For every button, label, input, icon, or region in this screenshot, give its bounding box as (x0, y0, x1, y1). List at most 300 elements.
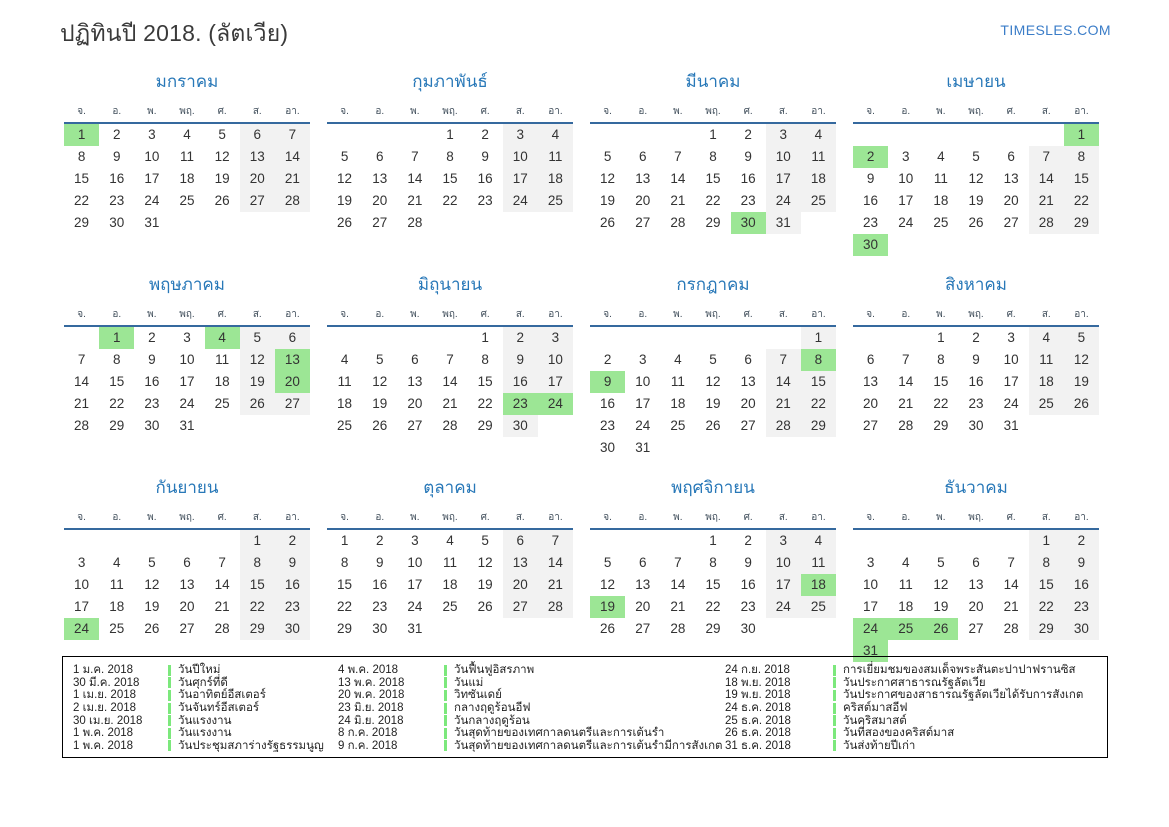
months-grid (0, 66, 1169, 662)
legend-holiday-name: วันจันทร์อีสเตอร์ (178, 702, 260, 715)
day-cell: 29 (801, 415, 836, 437)
header-bar (0, 0, 1169, 52)
holiday-marker-bar (833, 703, 836, 714)
day-cell: 18 (538, 168, 573, 190)
weekday-label: พฤ. (705, 106, 721, 117)
day-cell: 23 (600, 418, 616, 433)
day-cell: 17 (1003, 374, 1019, 389)
day-cell: 19 (933, 599, 949, 614)
day-cell: 19 (705, 396, 721, 411)
weekday-label: ส. (515, 512, 525, 523)
day-cell: 12 (240, 349, 275, 371)
day-cell: 21 (538, 574, 573, 596)
day-cell: 9 (148, 352, 156, 367)
holiday-day-cell: 30 (853, 234, 888, 256)
empty-day-cell (801, 212, 836, 234)
holiday-day-cell: 1 (99, 327, 134, 349)
weekday-label: อ. (901, 309, 911, 320)
day-cell: 13 (635, 577, 651, 592)
day-cell: 14 (538, 552, 573, 574)
legend-date: 8 ก.ค. 2018 (338, 727, 398, 740)
month-11 (590, 472, 836, 662)
weekday-label: ศ. (1006, 309, 1016, 320)
month-9 (64, 472, 310, 662)
legend-date: 19 พ.ย. 2018 (725, 689, 791, 702)
day-cell: 4 (446, 533, 454, 548)
legend-holiday-name: วันสุดท้ายของเทศกาลดนตรีและการเต้นรำ (454, 727, 665, 740)
day-cell: 6 (1007, 149, 1015, 164)
day-cell: 7 (901, 352, 910, 367)
weekday-label: พ. (147, 512, 157, 523)
legend-date: 24 ก.ย. 2018 (725, 664, 790, 677)
day-cell: 6 (744, 352, 752, 367)
day-cell: 29 (337, 621, 353, 636)
empty-day-cell (134, 530, 169, 552)
empty-day-cell (432, 327, 467, 349)
weekday-label: พฤ. (705, 309, 721, 320)
day-cell: 3 (77, 555, 86, 570)
day-cell: 6 (240, 124, 275, 146)
legend-holiday-name: วันส่งท้ายปีเก่า (843, 739, 916, 752)
day-cell: 4 (937, 149, 945, 164)
empty-day-cell (801, 618, 836, 640)
weekday-header-row (853, 510, 1099, 530)
day-cell: 27 (407, 418, 423, 433)
day-cell: 24 (766, 190, 801, 212)
day-cell: 8 (709, 149, 717, 164)
day-cell: 1 (1029, 530, 1064, 552)
weekday-header-row (590, 510, 836, 530)
empty-day-cell (397, 327, 432, 349)
empty-day-cell (397, 124, 432, 146)
day-cell: 21 (670, 193, 686, 208)
legend-date: 26 ธ.ค. 2018 (725, 727, 791, 740)
day-cell: 9 (866, 171, 875, 186)
day-cell: 4 (801, 124, 836, 146)
legend-column-2 (338, 664, 725, 757)
day-cell: 24 (635, 418, 651, 433)
day-cell: 13 (372, 171, 388, 186)
weekday-label: พ. (410, 309, 420, 320)
day-cell: 14 (1029, 168, 1064, 190)
day-cell: 2 (112, 127, 121, 142)
empty-day-cell (888, 234, 923, 256)
day-cell: 21 (766, 393, 801, 415)
weekday-label: อ. (901, 106, 911, 117)
day-cell: 11 (109, 577, 124, 592)
day-cell: 24 (144, 193, 160, 208)
weekday-label: พฤ. (705, 512, 721, 523)
day-cell: 17 (74, 599, 90, 614)
day-cell: 25 (933, 215, 949, 230)
day-cell: 3 (503, 124, 538, 146)
day-cell: 18 (898, 599, 914, 614)
day-cell: 11 (670, 374, 685, 389)
day-cell: 16 (600, 396, 616, 411)
empty-day-cell (766, 327, 801, 349)
legend-holiday-name: วันสุดท้ายของเทศกาลดนตรีและการเต้นรำมีการสังเกต (454, 739, 723, 752)
day-cell: 10 (407, 555, 423, 570)
legend-date: 1 พ.ค. 2018 (73, 727, 134, 740)
day-cell: 3 (411, 533, 419, 548)
day-cell: 14 (670, 171, 686, 186)
empty-day-cell (205, 415, 240, 437)
weekday-header-row (853, 104, 1099, 124)
day-cell: 21 (442, 396, 458, 411)
empty-day-cell (590, 124, 625, 146)
empty-day-cell (432, 618, 467, 640)
day-cell: 5 (603, 555, 612, 570)
weekday-header-row (64, 307, 310, 327)
weekday-label: ส. (778, 106, 788, 117)
empty-day-cell (590, 327, 625, 349)
empty-day-cell (660, 327, 695, 349)
day-cell: 16 (740, 171, 756, 186)
day-cell: 24 (898, 215, 914, 230)
weekday-label: ศ. (1006, 106, 1016, 117)
weekday-label: จ. (340, 512, 349, 523)
day-cell: 14 (214, 577, 230, 592)
day-cell: 10 (766, 552, 801, 574)
empty-day-cell (994, 530, 1029, 552)
day-cell: 16 (372, 577, 388, 592)
empty-day-cell (538, 618, 573, 640)
empty-day-cell (538, 415, 573, 437)
weekday-header-row (64, 104, 310, 124)
day-cell: 11 (179, 149, 194, 164)
day-cell: 28 (74, 418, 90, 433)
empty-day-cell (503, 212, 538, 234)
day-cell: 28 (670, 215, 686, 230)
empty-day-cell (994, 234, 1029, 256)
empty-day-cell (766, 437, 801, 459)
weekday-label: ศ. (743, 512, 753, 523)
day-cell: 23 (477, 193, 493, 208)
holiday-marker-bar (833, 715, 836, 726)
day-cell: 16 (144, 374, 160, 389)
legend-date: 1 ม.ค. 2018 (73, 664, 134, 677)
day-cell: 26 (337, 215, 353, 230)
weekday-label: อา. (548, 106, 563, 117)
day-cell: 29 (705, 621, 721, 636)
day-cell: 27 (372, 215, 388, 230)
day-cell: 6 (411, 352, 419, 367)
weekday-label: พฤ. (179, 512, 195, 523)
day-cell: 28 (214, 621, 230, 636)
weekday-label: อ. (375, 512, 385, 523)
weekday-header-row (327, 307, 573, 327)
weekday-label: พ. (410, 106, 420, 117)
days-grid (64, 327, 310, 437)
day-cell: 15 (933, 374, 949, 389)
weekday-label: ศ. (217, 106, 227, 117)
weekday-label: ส. (1041, 309, 1051, 320)
day-cell: 29 (1029, 618, 1064, 640)
day-cell: 9 (481, 149, 489, 164)
day-cell: 30 (968, 418, 984, 433)
legend-date: 30 เม.ย. 2018 (73, 714, 143, 727)
holiday-day-cell: 9 (590, 371, 625, 393)
day-cell: 21 (214, 599, 230, 614)
weekday-label: พ. (147, 309, 157, 320)
day-cell: 28 (407, 215, 423, 230)
day-cell: 5 (937, 555, 945, 570)
weekday-label: อ. (375, 106, 385, 117)
day-cell: 26 (144, 621, 160, 636)
empty-day-cell (660, 437, 695, 459)
day-cell: 23 (740, 193, 756, 208)
days-grid (590, 124, 836, 234)
weekday-label: พฤ. (442, 106, 458, 117)
day-cell: 15 (801, 371, 836, 393)
day-cell: 3 (766, 124, 801, 146)
day-cell: 7 (1029, 146, 1064, 168)
holiday-day-cell: 1 (1064, 124, 1099, 146)
weekday-label: ศ. (217, 309, 227, 320)
day-cell: 7 (674, 149, 682, 164)
day-cell: 9 (112, 149, 121, 164)
day-cell: 13 (407, 374, 423, 389)
empty-day-cell (853, 530, 888, 552)
weekday-label: จ. (603, 512, 612, 523)
day-cell: 3 (538, 327, 573, 349)
day-cell: 13 (179, 577, 195, 592)
day-cell: 10 (766, 146, 801, 168)
empty-day-cell (1029, 124, 1064, 146)
legend-date: 25 ธ.ค. 2018 (725, 714, 791, 727)
day-cell: 27 (1003, 215, 1019, 230)
day-cell: 30 (503, 415, 538, 437)
holiday-day-cell: 23 (503, 393, 538, 415)
empty-day-cell (853, 327, 888, 349)
weekday-label: ส. (778, 309, 788, 320)
day-cell: 28 (766, 415, 801, 437)
day-cell: 22 (477, 396, 493, 411)
day-cell: 4 (538, 124, 573, 146)
month-title: ธันวาคม (944, 478, 1008, 497)
day-cell: 17 (144, 171, 160, 186)
day-cell: 30 (109, 215, 125, 230)
weekday-label: อา. (811, 106, 826, 117)
day-cell: 17 (538, 371, 573, 393)
day-cell: 10 (898, 171, 914, 186)
day-cell: 11 (1029, 349, 1064, 371)
day-cell: 16 (477, 171, 493, 186)
day-cell: 11 (933, 171, 948, 186)
empty-day-cell (169, 212, 204, 234)
day-cell: 14 (670, 577, 686, 592)
day-cell: 29 (1064, 212, 1099, 234)
empty-day-cell (590, 530, 625, 552)
holiday-marker-bar (168, 703, 171, 714)
day-cell: 5 (218, 127, 226, 142)
day-cell: 8 (1064, 146, 1099, 168)
month-12 (853, 472, 1099, 662)
empty-day-cell (275, 415, 310, 437)
holiday-marker-bar (833, 740, 836, 751)
month-title: มิถุนายน (417, 275, 483, 294)
day-cell: 27 (740, 418, 756, 433)
holiday-day-cell: 8 (801, 349, 836, 371)
day-cell: 5 (1064, 327, 1099, 349)
day-cell: 4 (1029, 327, 1064, 349)
day-cell: 24 (407, 599, 423, 614)
empty-day-cell (625, 124, 660, 146)
day-cell: 25 (801, 190, 836, 212)
empty-day-cell (958, 234, 993, 256)
day-cell: 3 (148, 127, 156, 142)
weekday-header-row (590, 307, 836, 327)
weekday-label: อา. (285, 309, 300, 320)
day-cell: 23 (109, 193, 125, 208)
holiday-day-cell: 1 (64, 124, 99, 146)
weekday-label: พ. (147, 106, 157, 117)
day-cell: 1 (937, 330, 945, 345)
day-cell: 13 (240, 146, 275, 168)
day-cell: 2 (481, 127, 489, 142)
legend-holiday-name: วันที่สองของคริสต์มาส (843, 727, 955, 740)
day-cell: 22 (109, 396, 125, 411)
holiday-day-cell: 19 (590, 596, 625, 618)
day-cell: 2 (275, 530, 310, 552)
day-cell: 14 (1003, 577, 1019, 592)
empty-day-cell (660, 530, 695, 552)
day-cell: 2 (603, 352, 612, 367)
day-cell: 15 (74, 171, 90, 186)
day-cell: 12 (337, 171, 353, 186)
holiday-day-cell: 24 (853, 618, 888, 640)
weekday-label: พ. (673, 309, 683, 320)
empty-day-cell (801, 437, 836, 459)
day-cell: 18 (337, 396, 353, 411)
empty-day-cell (362, 327, 397, 349)
holiday-marker-bar (444, 740, 447, 751)
weekday-header-row (327, 510, 573, 530)
page-title: ปฏิทินปี 2018. (ลัตเวีย) (60, 20, 289, 46)
holiday-day-cell: 26 (923, 618, 958, 640)
empty-day-cell (205, 530, 240, 552)
month-title: ตุลาคม (423, 478, 477, 497)
weekday-label: อ. (638, 512, 648, 523)
empty-day-cell (731, 437, 766, 459)
day-cell: 9 (275, 552, 310, 574)
day-cell: 31 (179, 418, 195, 433)
site-logo-link[interactable]: TIMESLES.COM (1000, 22, 1111, 38)
weekday-header-row (64, 510, 310, 530)
day-cell: 23 (1064, 596, 1099, 618)
day-cell: 2 (503, 327, 538, 349)
day-cell: 1 (340, 533, 349, 548)
weekday-label: ศ. (217, 512, 227, 523)
weekday-label: อ. (112, 512, 122, 523)
holiday-day-cell: 25 (888, 618, 923, 640)
day-cell: 9 (1064, 552, 1099, 574)
legend-item (725, 740, 1107, 753)
day-cell: 30 (144, 418, 160, 433)
holiday-marker-bar (168, 740, 171, 751)
day-cell: 9 (744, 555, 752, 570)
holiday-day-cell: 20 (275, 371, 310, 393)
day-cell: 15 (1064, 168, 1099, 190)
legend-holiday-name: กลางฤดูร้อนอีฟ (454, 702, 531, 715)
day-cell: 2 (1064, 530, 1099, 552)
day-cell: 19 (337, 193, 353, 208)
legend-date: 24 ธ.ค. 2018 (725, 702, 791, 715)
month-7 (590, 269, 836, 459)
holiday-day-cell: 13 (275, 349, 310, 371)
empty-day-cell (731, 327, 766, 349)
weekday-label: พ. (936, 512, 946, 523)
day-cell: 26 (705, 418, 721, 433)
day-cell: 19 (240, 371, 275, 393)
legend-date: 23 มิ.ย. 2018 (338, 702, 404, 715)
day-cell: 23 (372, 599, 388, 614)
day-cell: 18 (179, 171, 195, 186)
day-cell: 20 (407, 396, 423, 411)
day-cell: 4 (340, 352, 349, 367)
holiday-day-cell: 30 (731, 212, 766, 234)
day-cell: 20 (179, 599, 195, 614)
day-cell: 4 (801, 530, 836, 552)
legend-date: 9 ก.ค. 2018 (338, 739, 398, 752)
legend-holiday-name: วันแรงงาน (178, 727, 232, 740)
empty-day-cell (888, 124, 923, 146)
empty-day-cell (923, 234, 958, 256)
empty-day-cell (695, 327, 730, 349)
weekday-label: ส. (1041, 106, 1051, 117)
day-cell: 9 (375, 555, 384, 570)
empty-day-cell (923, 124, 958, 146)
day-cell: 27 (503, 596, 538, 618)
day-cell: 6 (638, 555, 647, 570)
weekday-label: อ. (638, 106, 648, 117)
day-cell: 23 (144, 396, 160, 411)
day-cell: 8 (240, 552, 275, 574)
day-cell: 20 (635, 193, 651, 208)
day-cell: 26 (1064, 393, 1099, 415)
day-cell: 23 (968, 396, 984, 411)
weekday-label: จ. (77, 106, 86, 117)
empty-day-cell (853, 124, 888, 146)
day-cell: 23 (863, 215, 879, 230)
weekday-label: พฤ. (179, 106, 195, 117)
weekday-label: ส. (515, 106, 525, 117)
weekday-label: จ. (866, 106, 875, 117)
day-cell: 8 (1029, 552, 1064, 574)
legend-holiday-name: วันคริสมาสต์ (843, 714, 907, 727)
day-cell: 2 (744, 127, 752, 142)
day-cell: 19 (144, 599, 160, 614)
empty-day-cell (695, 437, 730, 459)
day-cell: 5 (972, 149, 980, 164)
day-cell: 17 (863, 599, 879, 614)
day-cell: 29 (109, 418, 125, 433)
day-cell: 22 (240, 596, 275, 618)
day-cell: 15 (477, 374, 493, 389)
day-cell: 17 (766, 574, 801, 596)
day-cell: 27 (863, 418, 879, 433)
empty-day-cell (169, 530, 204, 552)
day-cell: 5 (603, 149, 612, 164)
day-cell: 28 (275, 190, 310, 212)
day-cell: 5 (240, 327, 275, 349)
day-cell: 27 (179, 621, 195, 636)
day-cell: 7 (275, 124, 310, 146)
days-grid (853, 124, 1099, 256)
day-cell: 17 (179, 374, 195, 389)
day-cell: 16 (740, 577, 756, 592)
day-cell: 17 (635, 396, 651, 411)
